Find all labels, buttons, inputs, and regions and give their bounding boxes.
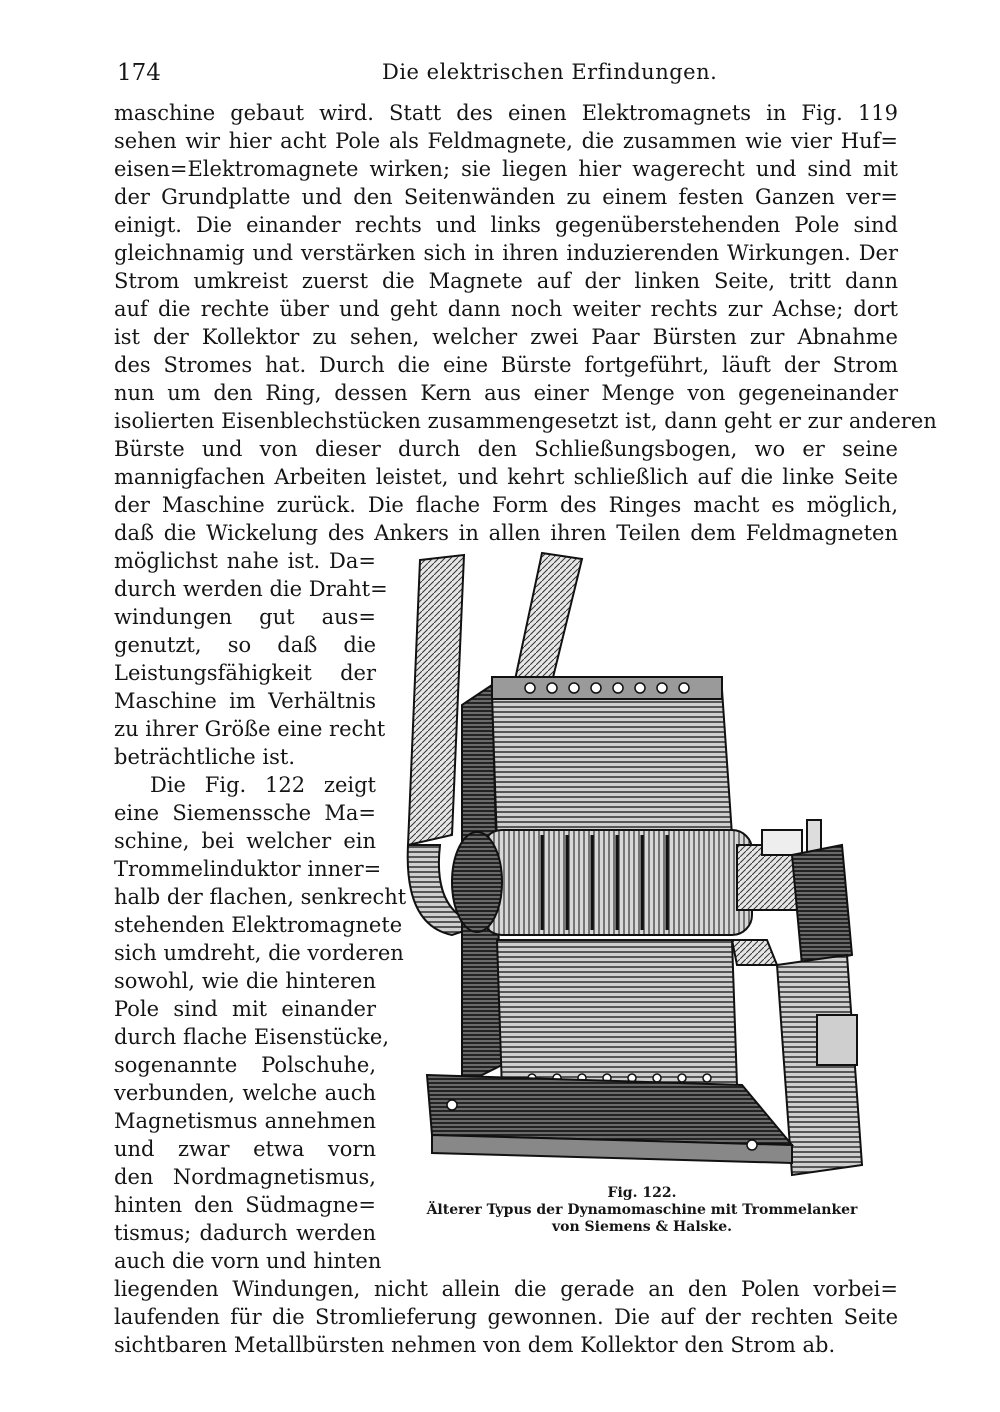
text-line: sowohl, wie die hinteren: [114, 969, 376, 993]
figure-caption-line: von Siemens & Halske.: [551, 1219, 732, 1235]
text-line: tismus; dadurch werden: [114, 1221, 376, 1245]
text-line: Maschine im Verhältnis: [114, 689, 376, 713]
text-line: sogenannte Polschuhe,: [114, 1053, 376, 1077]
text-line: sehen wir hier acht Pole als Feldmagnete, die zusammen wie vier Huf=: [114, 129, 898, 153]
text-line: möglichst nahe ist. Da=: [114, 549, 376, 573]
text-line: nun um den Ring, dessen Kern aus einer Menge von gegeneinander: [114, 381, 898, 405]
text-line: laufenden für die Stromlieferung gewonnen. Die auf der rechten Seite: [114, 1305, 898, 1329]
text-line: sich umdreht, die vorderen: [114, 941, 404, 965]
text-line: maschine gebaut wird. Statt des einen Elektromagnets in Fig. 119: [114, 101, 898, 125]
text-line: verbunden, welche auch: [114, 1081, 376, 1105]
page-header: [112, 58, 892, 92]
text-line: Die Fig. 122 zeigt: [150, 773, 376, 797]
text-line: auch die vorn und hinten: [114, 1249, 382, 1273]
running-head: Die elektrischen Erfindungen.: [382, 60, 718, 84]
text-line: Magnetismus annehmen: [114, 1109, 376, 1133]
text-line: durch werden die Draht=: [114, 577, 388, 601]
text-line: einigt. Die einander rechts und links gegenüberstehenden Pole sind: [114, 213, 898, 237]
text-line: gleichnamig und verstärken sich in ihren induzierenden Wirkungen. Der: [114, 241, 898, 265]
text-line: sichtbaren Metallbürsten nehmen von dem Kollektor den Strom ab.: [114, 1333, 836, 1357]
text-line: isolierten Eisenblechstücken zusammengesetzt ist, dann geht er zur anderen: [114, 409, 937, 433]
text-line: halb der flachen, senkrecht: [114, 885, 407, 909]
text-line: durch flache Eisenstücke,: [114, 1025, 389, 1049]
text-line: des Stromes hat. Durch die eine Bürste fortgeführt, läuft der Strom: [114, 353, 898, 377]
figure-caption: [392, 1185, 892, 1236]
figure-label: Fig. 122.: [607, 1185, 677, 1201]
text-line: eine Siemenssche Ma=: [114, 801, 376, 825]
text-line: der Maschine zurück. Die flache Form des Ringes macht es möglich,: [114, 493, 898, 517]
text-line: schine, bei welcher ein: [114, 829, 376, 853]
text-line: und zwar etwa vorn: [114, 1137, 376, 1161]
text-line: stehenden Elektromagnete: [114, 913, 403, 937]
text-line: den Nordmagnetismus,: [114, 1165, 376, 1189]
text-line: Trommelinduktor inner=: [114, 857, 382, 881]
text-line: Leistungsfähigkeit der: [114, 661, 376, 685]
text-line: windungen gut aus=: [114, 605, 376, 629]
page-number: 174: [117, 60, 161, 86]
text-line: ist der Kollektor zu sehen, welcher zwei Paar Bürsten zur Abnahme: [114, 325, 898, 349]
dynamo-illustration: [392, 545, 892, 1183]
text-line: genutzt, so daß die: [114, 633, 376, 657]
text-line: liegenden Windungen, nicht allein die gerade an den Polen vorbei=: [114, 1277, 898, 1301]
text-line: eisen=Elektromagnete wirken; sie liegen hier wagerecht und sind mit: [114, 157, 898, 181]
text-line: hinten den Südmagne=: [114, 1193, 376, 1217]
figure-caption-line: Älterer Typus der Dynamomaschine mit Trommelanker: [426, 1202, 858, 1218]
text-line: Bürste und von dieser durch den Schließungsbogen, wo er seine: [114, 437, 898, 461]
text-line: Strom umkreist zuerst die Magnete auf der linken Seite, tritt dann: [114, 269, 898, 293]
text-line: der Grundplatte und den Seitenwänden zu einem festen Ganzen ver=: [114, 185, 898, 209]
text-line: daß die Wickelung des Ankers in allen ihren Teilen dem Feldmagneten: [114, 521, 898, 545]
text-line: zu ihrer Größe eine recht: [114, 717, 386, 741]
text-line: mannigfachen Arbeiten leistet, und kehrt schließlich auf die linke Seite: [114, 465, 898, 489]
text-line: Pole sind mit einander: [114, 997, 376, 1021]
text-line: beträchtliche ist.: [114, 745, 296, 769]
text-line: auf die rechte über und geht dann noch weiter rechts zur Achse; dort: [114, 297, 898, 321]
